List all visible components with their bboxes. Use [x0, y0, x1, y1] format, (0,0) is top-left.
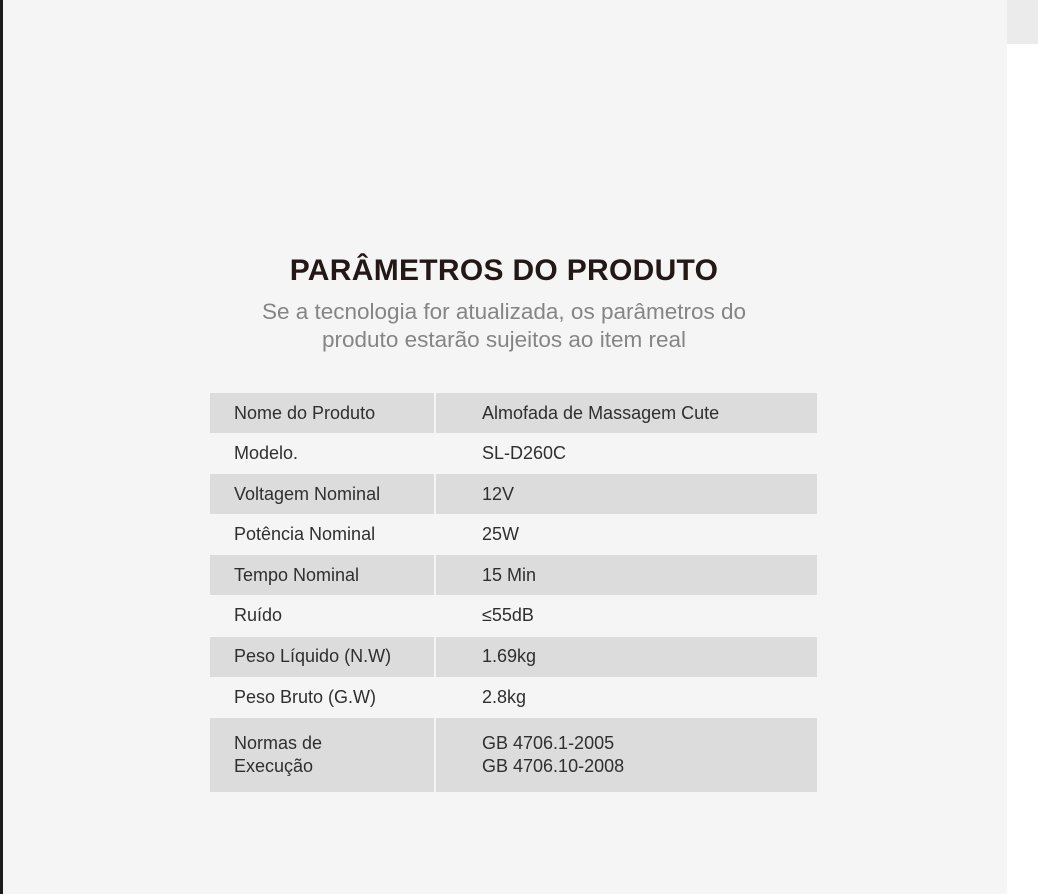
right-corner-tab: [1007, 0, 1038, 44]
spec-table: [210, 393, 817, 792]
spec-value: 15 Min: [436, 555, 817, 595]
spec-label: Tempo Nominal: [210, 555, 434, 595]
spec-label: Potência Nominal: [210, 515, 434, 555]
table-row: [210, 474, 817, 514]
spec-label: Ruído: [210, 596, 434, 636]
page-subtitle: Se a tecnologia for atualizada, os parâmetros do produto estarão sujeitos ao item real: [261, 299, 747, 352]
spec-label: Modelo.: [210, 434, 434, 474]
spec-label: Voltagem Nominal: [210, 474, 434, 514]
table-row: [210, 393, 817, 433]
spec-label: Normas de Execução: [210, 718, 434, 792]
spec-value: 2.8kg: [436, 677, 817, 717]
spec-value: 1.69kg: [436, 637, 817, 677]
right-margin-strip: [1007, 0, 1038, 894]
spec-value: SL-D260C: [436, 434, 817, 474]
page-title: PARÂMETROS DO PRODUTO: [289, 254, 719, 287]
table-row: [210, 596, 817, 636]
table-row: [210, 677, 817, 717]
spec-label: Peso Bruto (G.W): [210, 677, 434, 717]
spec-label: Nome do Produto: [210, 393, 434, 433]
spec-value: ≤55dB: [436, 596, 817, 636]
table-row: [210, 515, 817, 555]
table-row: [210, 555, 817, 595]
table-row: [210, 637, 817, 677]
table-row: [210, 434, 817, 474]
spec-value: GB 4706.1-2005 GB 4706.10-2008: [436, 718, 817, 792]
spec-value: Almofada de Massagem Cute: [436, 393, 817, 433]
table-row: [210, 718, 817, 792]
left-border: [0, 0, 3, 894]
spec-value: 25W: [436, 515, 817, 555]
spec-value: 12V: [436, 474, 817, 514]
spec-label: Peso Líquido (N.W): [210, 637, 434, 677]
